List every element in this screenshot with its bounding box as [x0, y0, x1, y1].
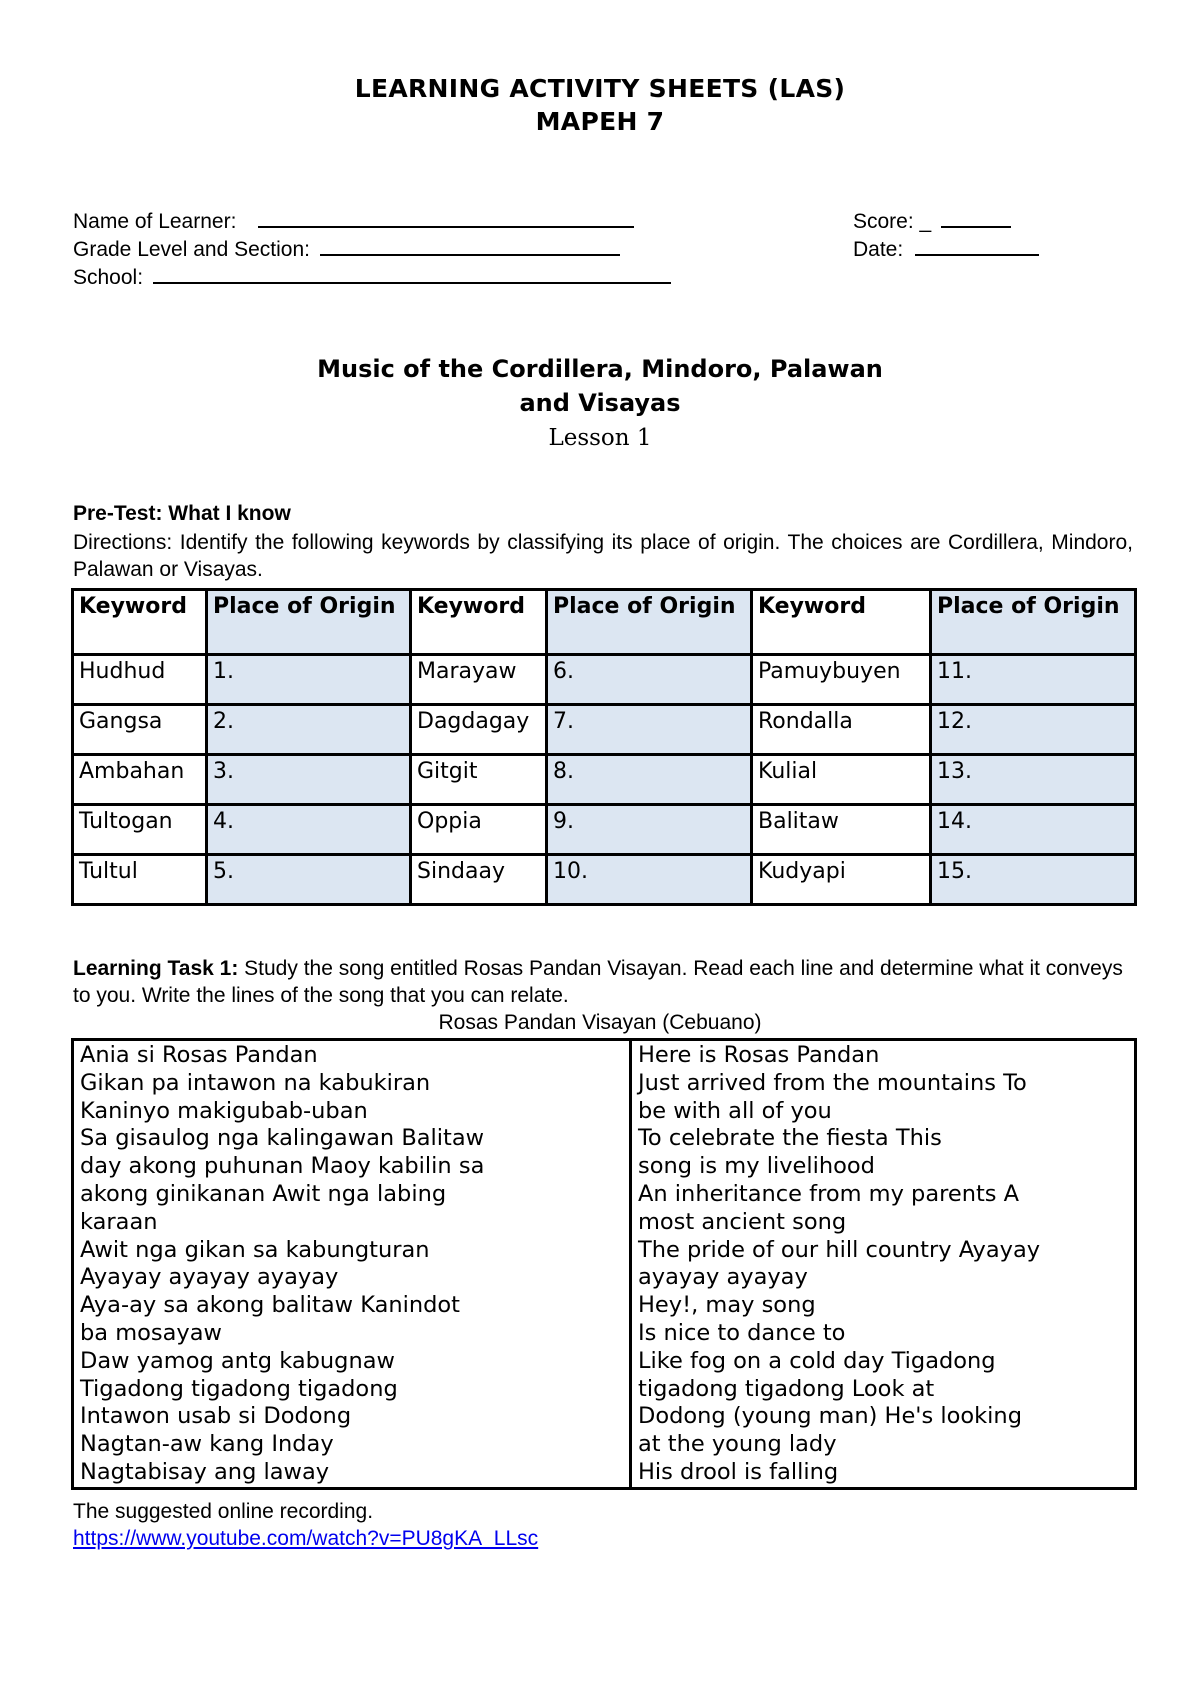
translation-line: at the young lady — [638, 1431, 837, 1458]
translation-line: An inheritance from my parents A — [638, 1180, 1020, 1207]
keyword-cell: Gitgit — [411, 755, 547, 805]
translation-line: Dodong (young man) He's looking — [638, 1403, 1022, 1430]
lyric-line: Kaninyo makigubab-uban — [80, 1097, 368, 1124]
header-place-of-origin: Place of Origin — [547, 590, 752, 655]
lesson-number: Lesson 1 — [548, 425, 652, 451]
date-blank[interactable] — [915, 236, 1039, 256]
answer-cell[interactable]: 12. — [931, 705, 1136, 755]
date-label: Date: — [853, 238, 904, 261]
pretest-heading: Pre-Test: What I know — [73, 502, 291, 525]
translation-line: Here is Rosas Pandan — [638, 1042, 880, 1068]
lyric-line: Intawon usab si Dodong — [80, 1403, 352, 1430]
lyric-line: Nagtan-aw kang Inday — [80, 1431, 334, 1458]
lyric-line: Awit nga gikan sa kabungturan — [80, 1236, 430, 1263]
keyword-table — [71, 588, 1137, 906]
answer-cell[interactable]: 5. — [207, 855, 411, 905]
table-row — [73, 855, 1136, 905]
answer-cell[interactable]: 8. — [547, 755, 752, 805]
answer-cell[interactable]: 15. — [931, 855, 1136, 905]
learner-name-label: Name of Learner: — [73, 210, 237, 233]
translation-line: Is nice to dance to — [638, 1319, 846, 1346]
translation-line: Hey!, may song — [638, 1292, 816, 1319]
lyric-line: Nagtabisay ang laway — [80, 1458, 330, 1485]
answer-cell[interactable]: 3. — [207, 755, 411, 805]
header-keyword: Keyword — [73, 590, 207, 655]
translation-line: song is my livelihood — [638, 1153, 875, 1180]
song-lyrics-table — [71, 1038, 1137, 1490]
keyword-cell: Sindaay — [411, 855, 547, 905]
lyric-line: Tigadong tigadong tigadong — [80, 1375, 398, 1402]
keyword-cell: Tultul — [73, 855, 207, 905]
keyword-cell: Gangsa — [73, 705, 207, 755]
lesson-title: Music of the Cordillera, Mindoro, Palawan — [317, 355, 883, 383]
answer-cell[interactable]: 13. — [931, 755, 1136, 805]
translation-line: be with all of you — [638, 1097, 832, 1124]
score-field[interactable] — [853, 208, 1011, 234]
score-label: Score: _ — [853, 210, 932, 233]
keyword-cell: Oppia — [411, 805, 547, 855]
grade-section-label: Grade Level and Section: — [73, 238, 310, 261]
answer-cell[interactable]: 9. — [547, 805, 752, 855]
header-place-of-origin: Place of Origin — [207, 590, 411, 655]
lyric-line: ba mosayaw — [80, 1319, 222, 1346]
pretest-directions: Directions: Identify the following keywords by classifying its place of origin. The choices are Cordillera, Mindoro, Palawan or Visayas. — [73, 531, 1133, 581]
keyword-cell: Hudhud — [73, 655, 207, 705]
document-subject: MAPEH 7 — [535, 107, 665, 136]
lyric-line: akong ginikanan Awit nga labing — [80, 1180, 447, 1207]
keyword-cell: Rondalla — [752, 705, 931, 755]
keyword-cell: Kudyapi — [752, 855, 931, 905]
keyword-cell: Dagdagay — [411, 705, 547, 755]
date-field[interactable] — [853, 236, 1039, 262]
answer-cell[interactable]: 7. — [547, 705, 752, 755]
table-row — [73, 755, 1136, 805]
recording-link[interactable]: https://www.youtube.com/watch?v=PU8gKA_LLsc — [73, 1527, 539, 1550]
keyword-cell: Pamuybuyen — [752, 655, 931, 705]
translation-line: Like fog on a cold day Tigadong — [638, 1347, 996, 1374]
school-field[interactable] — [73, 264, 671, 290]
learner-name-blank[interactable] — [258, 208, 634, 228]
lyric-line: Ayayay ayayay ayayay — [80, 1264, 339, 1291]
document-title: LEARNING ACTIVITY SHEETS (LAS) — [354, 74, 846, 103]
answer-cell[interactable]: 4. — [207, 805, 411, 855]
school-label: School: — [73, 266, 144, 289]
learning-task-instructions — [73, 955, 1138, 1009]
cebuano-lyrics-column — [73, 1040, 631, 1489]
learning-task-label: Learning Task 1: — [73, 957, 239, 980]
learner-name-field[interactable] — [73, 208, 634, 234]
header-keyword: Keyword — [752, 590, 931, 655]
keyword-cell: Balitaw — [752, 805, 931, 855]
translation-line: His drool is falling — [638, 1458, 839, 1485]
translation-line: The pride of our hill country Ayayay — [638, 1236, 1041, 1263]
lyric-line: Daw yamog antg kabugnaw — [80, 1347, 395, 1374]
translation-line: tigadong tigadong Look at — [638, 1375, 935, 1402]
keyword-table-header-row — [73, 590, 1136, 655]
recording-note: The suggested online recording. — [73, 1500, 374, 1523]
header-place-of-origin: Place of Origin — [931, 590, 1136, 655]
grade-section-field[interactable] — [73, 236, 620, 262]
lyric-line: Ania si Rosas Pandan — [80, 1042, 318, 1068]
grade-section-blank[interactable] — [320, 236, 620, 256]
lyric-line: day akong puhunan Maoy kabilin sa — [80, 1153, 485, 1180]
school-blank[interactable] — [153, 264, 671, 284]
answer-cell[interactable]: 2. — [207, 705, 411, 755]
translation-line: most ancient song — [638, 1208, 847, 1235]
answer-cell[interactable]: 6. — [547, 655, 752, 705]
translation-line: Just arrived from the mountains To — [638, 1069, 1027, 1096]
lyric-line: Gikan pa intawon na kabukiran — [80, 1069, 431, 1096]
answer-cell[interactable]: 10. — [547, 855, 752, 905]
translation-line: To celebrate the fiesta This — [638, 1125, 942, 1152]
keyword-cell: Tultogan — [73, 805, 207, 855]
lyric-line: Aya-ay sa akong balitaw Kanindot — [80, 1292, 461, 1319]
lyric-line: karaan — [80, 1208, 158, 1235]
answer-cell[interactable]: 11. — [931, 655, 1136, 705]
learning-task-text: Study the song entitled Rosas Pandan Visayan. Read each line and determine what it conveys to you. Write the lines of the song that you can relate. — [73, 957, 1123, 1007]
table-row — [73, 705, 1136, 755]
score-blank[interactable] — [941, 208, 1011, 228]
song-title: Rosas Pandan Visayan (Cebuano) — [438, 1011, 762, 1034]
lesson-title-continued: and Visayas — [519, 389, 681, 417]
keyword-cell: Ambahan — [73, 755, 207, 805]
answer-cell[interactable]: 14. — [931, 805, 1136, 855]
answer-cell[interactable]: 1. — [207, 655, 411, 705]
header-keyword: Keyword — [411, 590, 547, 655]
translation-line: ayayay ayayay — [638, 1264, 808, 1291]
keyword-cell: Marayaw — [411, 655, 547, 705]
table-row — [73, 805, 1136, 855]
lyric-line: Sa gisaulog nga kalingawan Balitaw — [80, 1125, 485, 1152]
table-row — [73, 655, 1136, 705]
english-translation-column — [631, 1040, 1136, 1489]
keyword-cell: Kulial — [752, 755, 931, 805]
